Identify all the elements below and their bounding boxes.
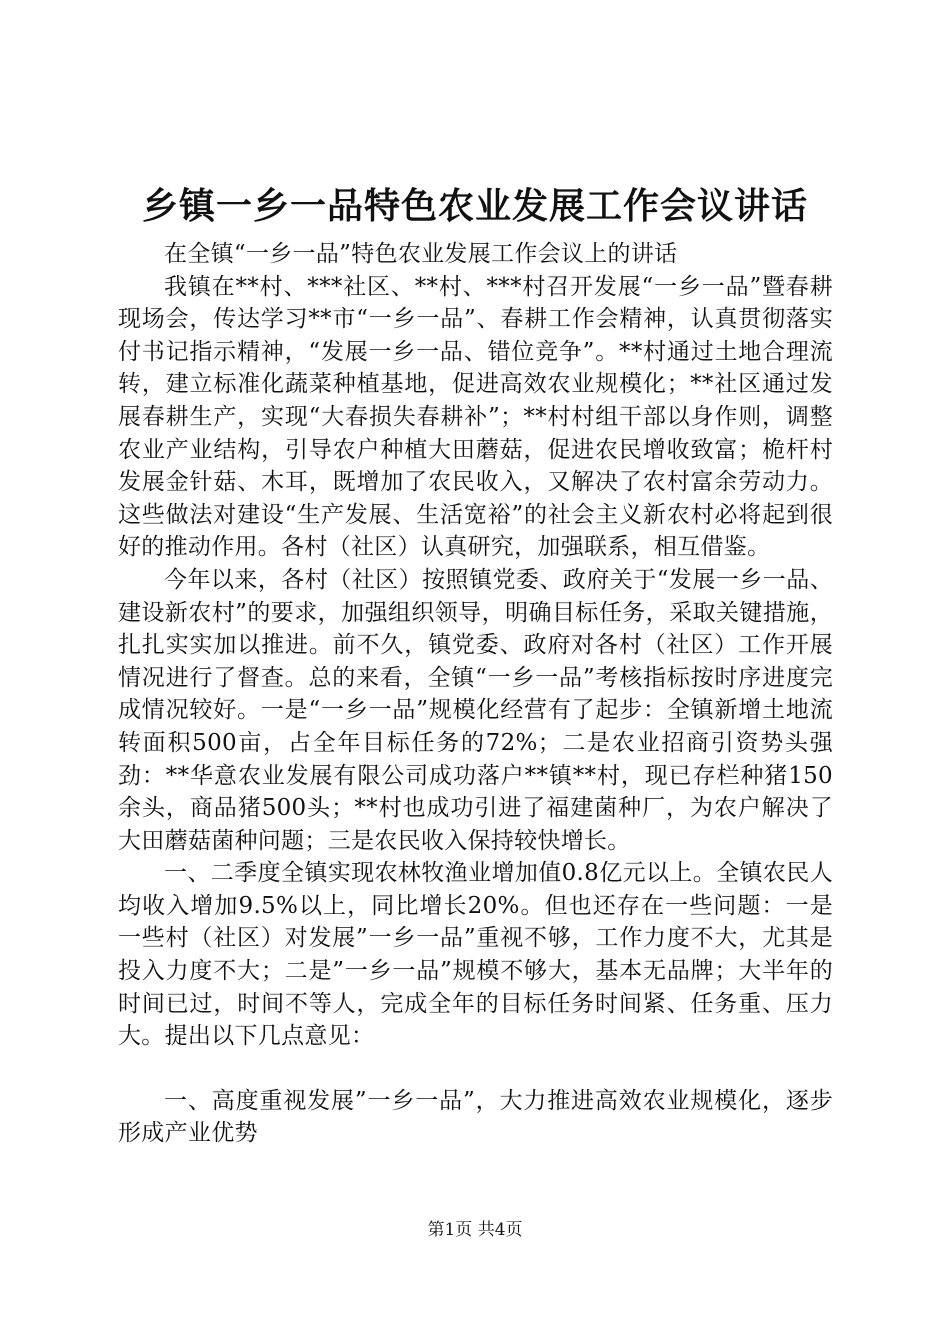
paragraph-2: 今年以来，各村（社区）按照镇党委、政府关于“发展一乡一品、建设新农村”的要求，加强组织领导，明确目标任务，采取关键措施，扎扎实实加以推进。前不久，镇党委、政府对各村（社区）工作开展情况进行了督查。总的来看，全镇“一乡一品”考核指标按时序进度完成情况较好。一是“一乡一品”规模化经营有了起步：全镇新增土地流转面积500亩，占全年目标任务的72%；二是农业招商引资势头强劲：**华意农业发展有限公司成功落户**镇**村，现已存栏种猪150余头，商品猪500头；**村也成功引进了福建菌种厂，为农户解决了大田蘑菇菌种问题；三是农民收入保持较快增长。 [118, 566, 833, 854]
document-title: 乡镇一乡一品特色农业发展工作会议讲话 [141, 186, 808, 227]
paragraph-section-heading: 一、高度重视发展”一乡一品”，大力推进高效农业规模化，逐步形成产业优势 [118, 1087, 833, 1147]
document-body [118, 238, 833, 1150]
paragraph-1: 我镇在**村、***社区、**村、***村召开发展“一乡一品”暨春耕现场会，传达学习**市“一乡一品”、春耕工作会精神，认真贯彻落实付书记指示精神，“发展一乡一品、错位竞争”。**村通过土地合理流转，建立标准化蔬菜种植基地，促进高效农业规模化；**社区通过发展春耕生产，实现“大春损失春耕补”；**村村组干部以身作则，调整农业产业结构，引导农户种植大田蘑菇，促进农民增收致富；桅杆村发展金针菇、木耳，既增加了农民收入，又解决了农村富余劳动力。这些做法对建设“生产发展、生活宽裕”的社会主义新农村必将起到很好的推动作用。各村（社区）认真研究，加强联系，相互借鉴。 [118, 273, 833, 561]
paragraph-subtitle: 在全镇“一乡一品”特色农业发展工作会议上的讲话 [164, 241, 678, 267]
page-number: 第1页 共4页 [427, 1220, 523, 1240]
paragraph-3: 一、二季度全镇实现农林牧渔业增加值0.8亿元以上。全镇农民人均收入增加9.5%以上，同比增长20%。但也还存在一些问题：一是一些村（社区）对发展”一乡一品”重视不够，工作力度不大，尤其是投入力度不大；二是”一乡一品”规模不够大，基本无品牌；大半年的时间已过，时间不等人，完成全年的目标任务时间紧、任务重、压力大。提出以下几点意见： [118, 860, 833, 1050]
